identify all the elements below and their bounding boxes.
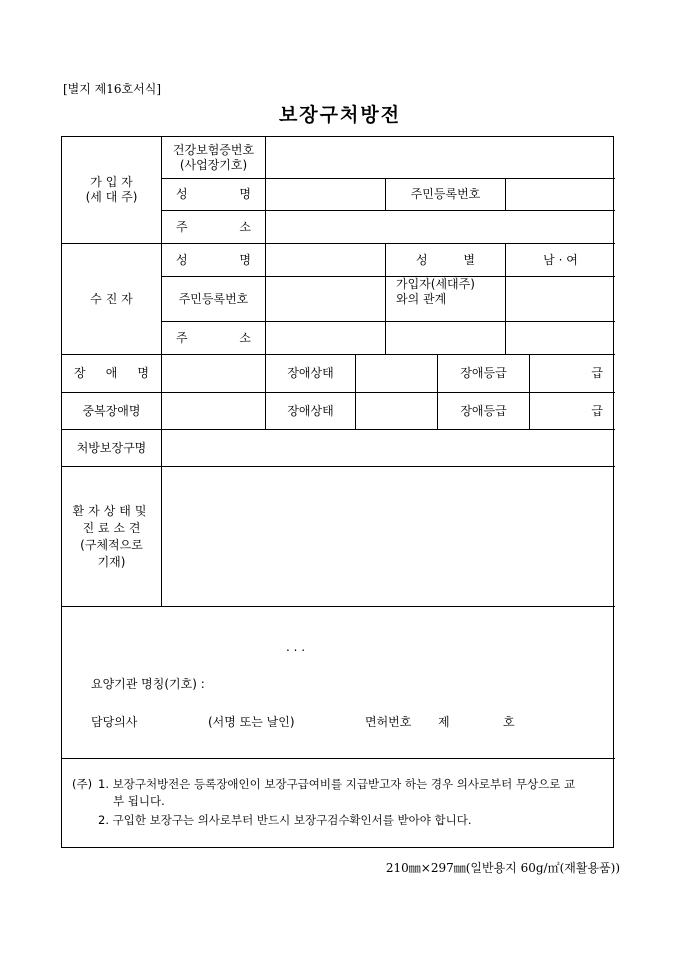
condition-label-line4: 기재) bbox=[97, 554, 126, 569]
subscriber-name-label bbox=[162, 179, 266, 211]
note-1-line1: 1. 보장구처방전은 등록장애인이 보장구급여비를 지급받고자 하는 경우 의사로부터 무상으로 교 bbox=[98, 777, 576, 791]
recipient-address-char-a: 주 bbox=[176, 330, 188, 345]
subscriber-resident-number-field[interactable] bbox=[506, 179, 615, 211]
recipient-gender-field[interactable]: 남 · 여 bbox=[506, 244, 615, 277]
page-title: 보장구처방전 bbox=[278, 104, 402, 126]
form-number: [별지 제16호서식] bbox=[63, 82, 161, 96]
relation-field[interactable] bbox=[506, 277, 615, 322]
recipient-address-label bbox=[162, 322, 266, 355]
dup-disability-status-field[interactable] bbox=[356, 393, 438, 430]
condition-label-line1: 환자상태및 bbox=[72, 503, 151, 518]
prescription-form-table bbox=[61, 136, 614, 848]
recipient-resident-number-label: 주민등록번호 bbox=[162, 277, 266, 322]
doctor-label: 담당의사 bbox=[91, 715, 138, 729]
insurance-number-label-line1: 건강보험증번호 bbox=[172, 142, 255, 157]
recipient-name-label bbox=[162, 244, 266, 277]
gender-char-a: 성 bbox=[416, 252, 428, 267]
disability-grade-label: 장애등급 bbox=[438, 355, 530, 393]
disability-status-label: 장애상태 bbox=[266, 355, 356, 393]
recipient-address-char-b: 소 bbox=[239, 330, 251, 345]
subscriber-label bbox=[62, 137, 162, 244]
disability-status-field[interactable] bbox=[356, 355, 438, 393]
license-suffix: 호 bbox=[503, 715, 515, 729]
condition-label-line3: (구체적으로 bbox=[80, 537, 143, 552]
notes-prefix: (주) bbox=[72, 777, 93, 791]
recipient-name-field[interactable] bbox=[266, 244, 386, 277]
paper-spec-footer: 210㎜×297㎜(일반용지 60g/㎡(재활용품)) bbox=[385, 861, 620, 875]
gender-char-b: 별 bbox=[463, 252, 475, 267]
recipient-address-field-a[interactable] bbox=[266, 322, 386, 355]
disability-name-char-3: 명 bbox=[137, 366, 149, 380]
subscriber-resident-number-label: 주민등록번호 bbox=[386, 179, 506, 211]
license-label: 면허번호 bbox=[365, 715, 412, 729]
address-char-a: 주 bbox=[176, 219, 188, 234]
subscriber-address-label bbox=[162, 211, 266, 244]
subscriber-label-line2: (세 대 주) bbox=[85, 190, 138, 204]
relation-label bbox=[386, 277, 506, 322]
relation-label-line1: 가입자(세대주) bbox=[396, 277, 475, 291]
recipient-address-field-b[interactable] bbox=[386, 322, 506, 355]
disability-grade-field[interactable]: 급 bbox=[530, 355, 615, 393]
subscriber-name-field[interactable] bbox=[266, 179, 386, 211]
condition-label bbox=[62, 467, 162, 607]
dup-disability-status-label: 장애상태 bbox=[266, 393, 356, 430]
dup-disability-name-label: 중복장애명 bbox=[62, 393, 162, 430]
subscriber-address-field[interactable] bbox=[266, 211, 615, 244]
recipient-label: 수 진 자 bbox=[62, 244, 162, 355]
disability-name-label bbox=[62, 355, 162, 393]
condition-label-line2: 진 료 소 견 bbox=[82, 520, 141, 535]
note-2: 2. 구입한 보장구는 의사로부터 반드시 보장구검수확인서를 받아야 합니다. bbox=[98, 813, 472, 827]
license-prefix: 제 bbox=[438, 715, 450, 729]
institution-label: 요양기관 명칭(기호) : bbox=[91, 677, 205, 691]
subscriber-label-line1: 가 입 자 bbox=[90, 175, 133, 189]
dup-disability-grade-field[interactable]: 급 bbox=[530, 393, 615, 430]
note-1-line2: 부 됩니다. bbox=[113, 794, 165, 808]
insurance-number-field[interactable] bbox=[266, 137, 615, 179]
sign-or-seal-label: (서명 또는 날인) bbox=[208, 715, 295, 729]
recipient-resident-number-field[interactable] bbox=[266, 277, 386, 322]
name-char-a: 성 bbox=[176, 187, 188, 201]
dup-disability-name-field[interactable] bbox=[162, 393, 266, 430]
disability-name-char-1: 장 bbox=[74, 366, 86, 380]
address-char-b: 소 bbox=[239, 219, 251, 234]
dup-disability-grade-label: 장애등급 bbox=[438, 393, 530, 430]
recipient-address-field-c[interactable] bbox=[506, 322, 615, 355]
disability-name-char-2: 애 bbox=[105, 366, 118, 380]
insurance-number-label-line2: (사업장기호) bbox=[179, 157, 248, 172]
recipient-name-char-b: 명 bbox=[239, 252, 251, 267]
recipient-name-char-a: 성 bbox=[176, 252, 188, 267]
name-char-b: 명 bbox=[239, 187, 251, 201]
device-name-field[interactable] bbox=[162, 430, 615, 467]
relation-label-line2: 와의 관계 bbox=[396, 292, 447, 306]
recipient-gender-label bbox=[386, 244, 506, 277]
condition-field[interactable] bbox=[162, 467, 615, 607]
device-name-label: 처방보장구명 bbox=[62, 430, 162, 467]
disability-name-field[interactable] bbox=[162, 355, 266, 393]
date-dots: . . . bbox=[286, 640, 306, 654]
insurance-number-label bbox=[162, 137, 266, 179]
